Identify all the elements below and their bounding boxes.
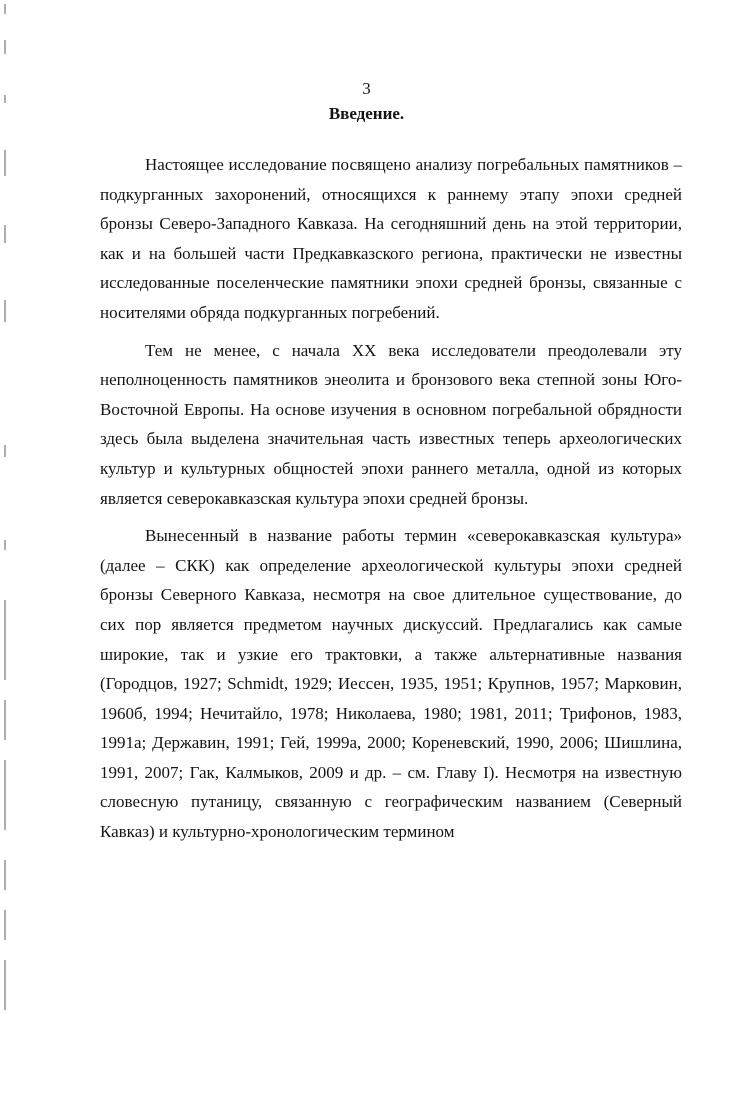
section-heading: Введение. [328,104,405,123]
body-text [100,150,682,855]
page-number: 3 [362,79,371,98]
paragraph-2: Тем не менее, с начала XX века исследователи преодолевали эту неполноценность памятников энеолита и бронзового века степной зоны Юго-Восточной Европы. На основе изучения в основном погребальной обрядности здесь была выделена значительная часть известных теперь археологических культур и культурных общностей эпохи раннего металла, одной из которых является северокавказская культура эпохи средней бронзы. [100,340,682,508]
paragraph-3: Вынесенный в название работы термин «северокавказская культура» (далее – СКК) как определение археологической культуры эпохи средней бронзы Северного Кавказа, несмотря на свое длительное существование, до сих пор является предметом научных дискуссий. Предлагались как самые широкие, так и узкие его трактовки, а также альтернативные названия (Городцов, 1927; Schmidt, 1929; Иессен, 1935, 1951; Крупнов, 1957; Марковин, 1960б, 1994; Нечитайло, 1978; Николаева, 1980; 1981, 2011; Трифонов, 1983, 1991а; Державин, 1991; Гей, 1999а, 2000; Кореневский, 1990, 2006; Шишлина, 1991, 2007; Гак, Калмыков, 2009 и др. – см. Главу I). Несмотря на известную словесную путаницу, связанную с географическим названием (Северный Кавказ) и культурно-хронологическим термином [100,526,682,842]
scan-edge-marks [0,0,14,1100]
paragraph-1: Настоящее исследование посвящено анализу погребальных памятников – подкурганных захоронений, относящихся к раннему этапу эпохи средней бронзы Северо-Западного Кавказа. На сегодняшний день на этой территории, как и на большей части Предкавказского региона, практически не известны исследованные поселенческие памятники эпохи средней бронзы, связанные с носителями обряда подкурганных погребений. [100,155,682,322]
